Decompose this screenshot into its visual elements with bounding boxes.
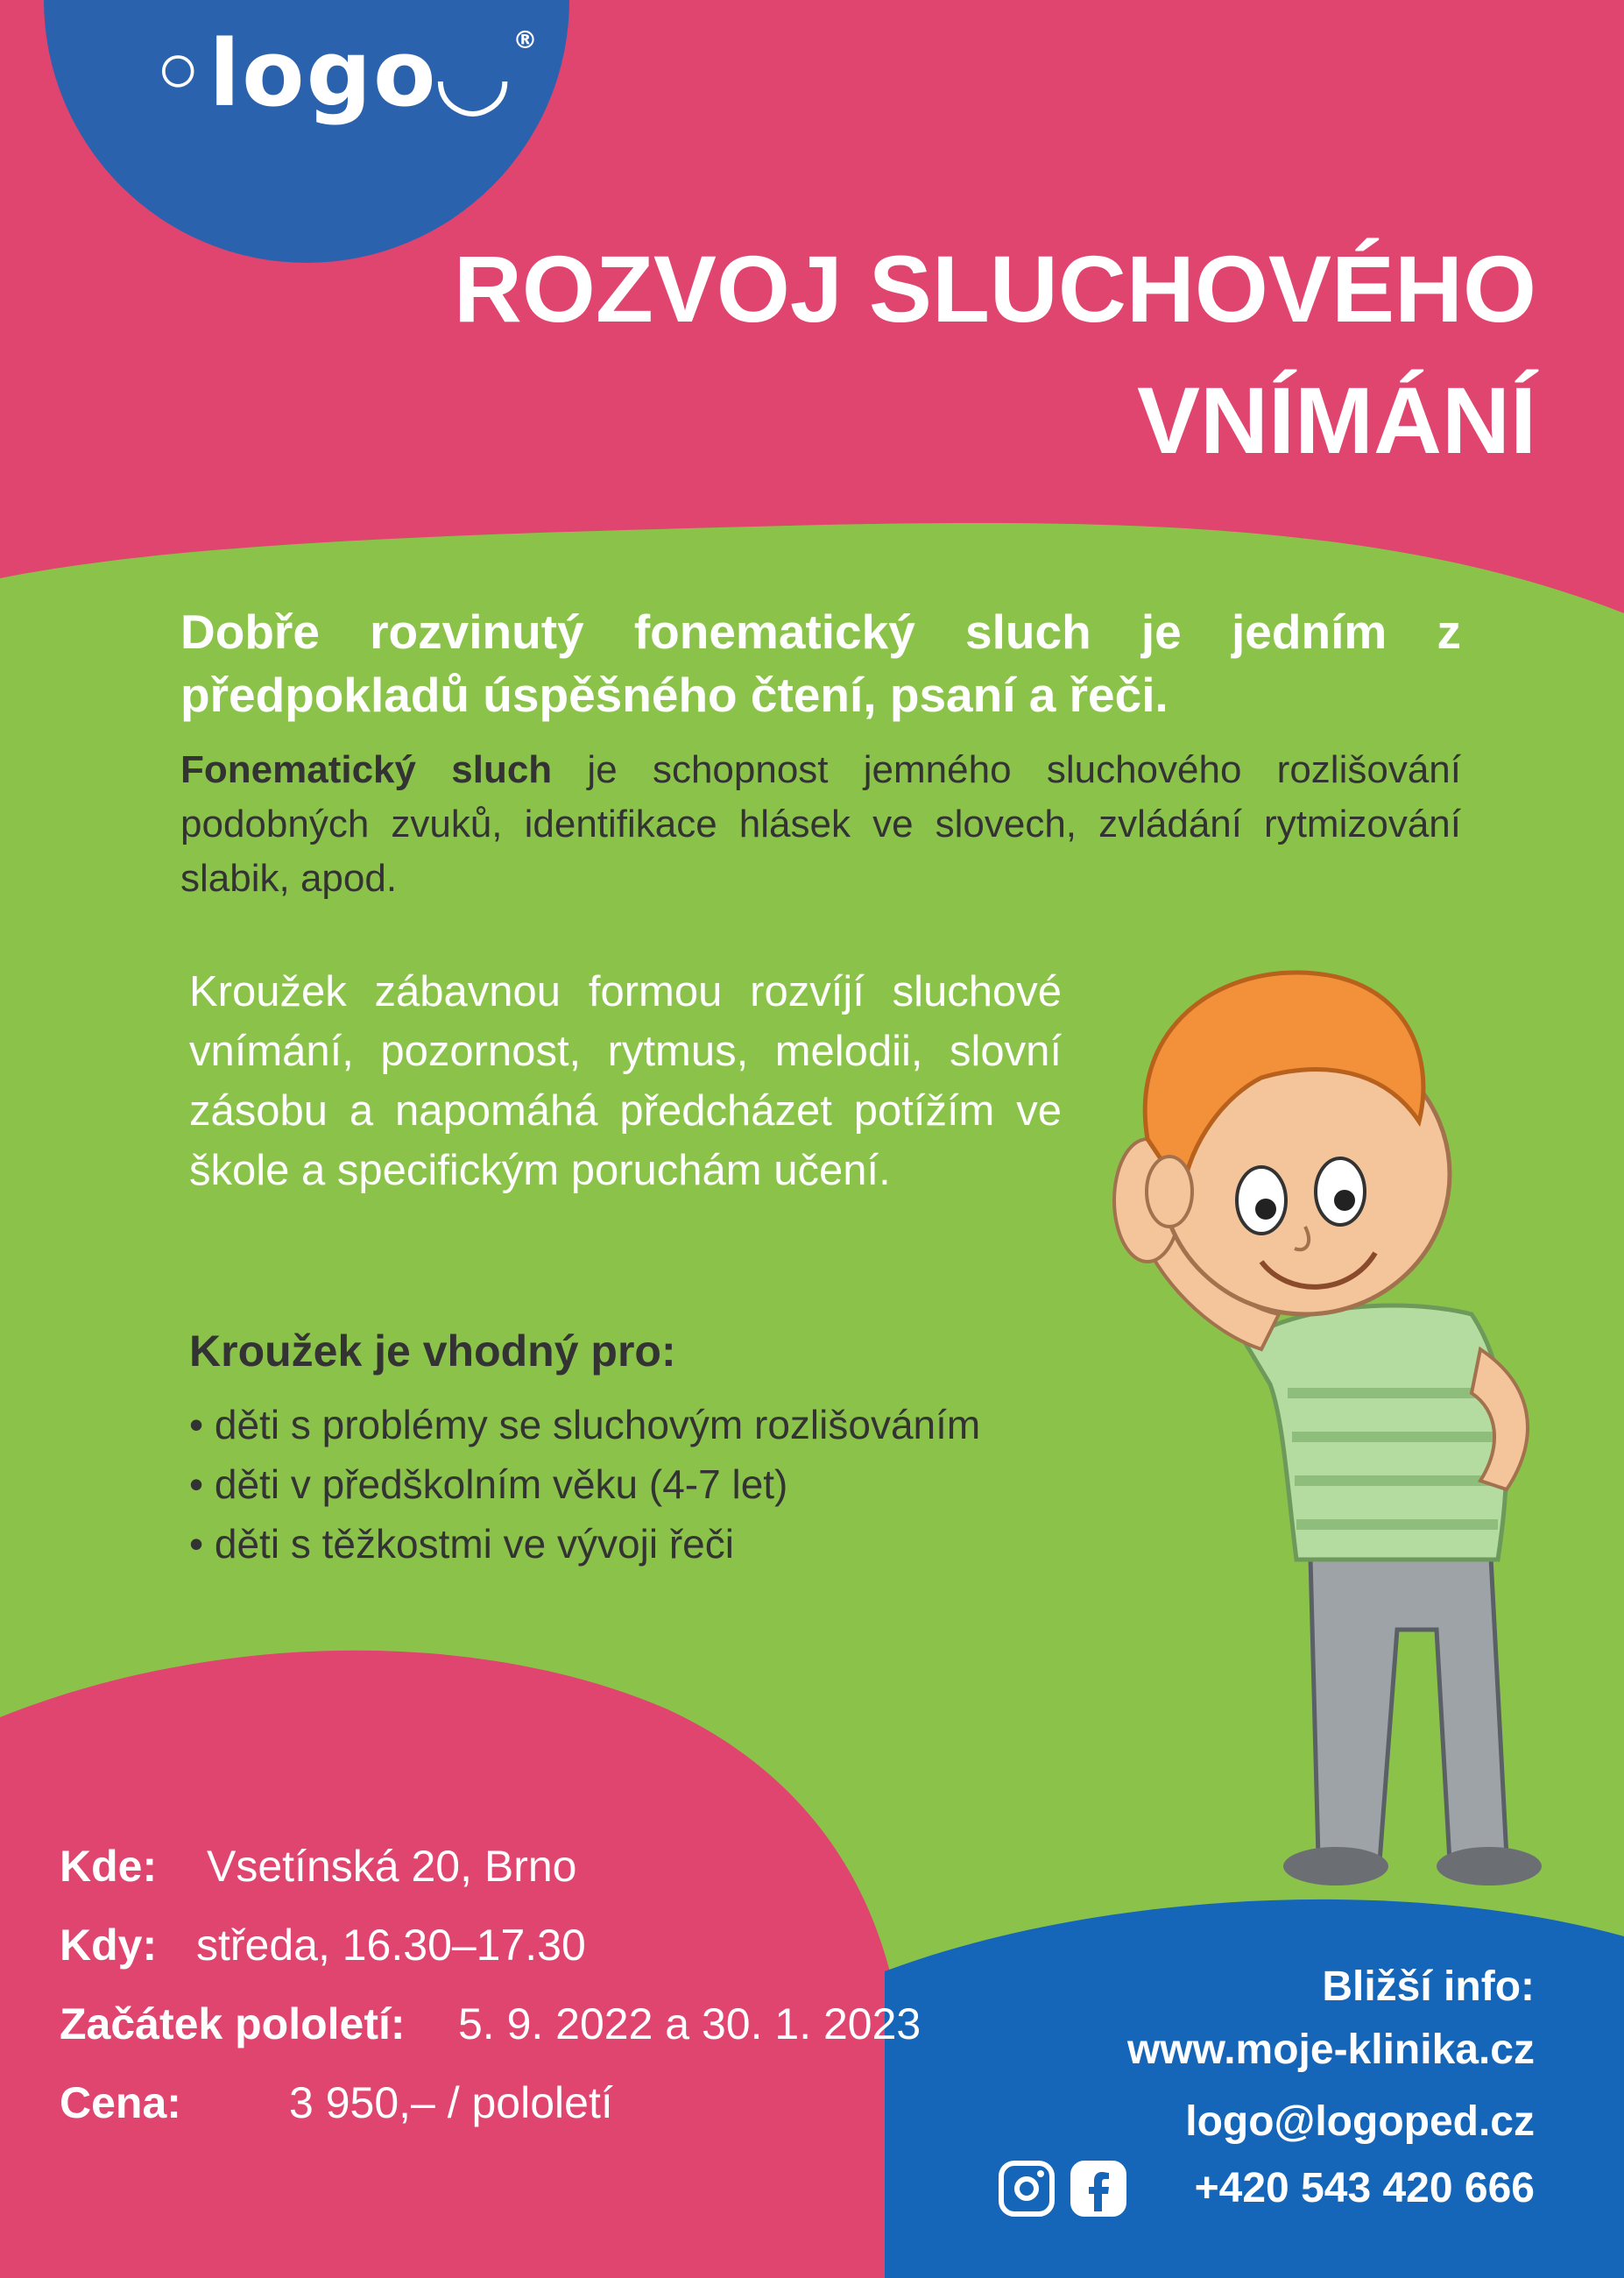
info-when-value: středa, 16.30–17.30 <box>196 1921 586 1970</box>
bottom-blue-band <box>885 1900 1624 2278</box>
lead-text: Dobře rozvinutý fonematický sluch je jedním z předpokladů úspěšného čtení, psaní a řeči. <box>180 605 1461 722</box>
registered-mark: ® <box>512 25 540 54</box>
suitable-heading: Kroužek je vhodný pro: <box>189 1326 676 1376</box>
contact-heading: Bližší info: <box>1322 1963 1535 2010</box>
description <box>180 743 1461 906</box>
list-item: • děti s problémy se sluchovým rozlišováním <box>189 1395 980 1454</box>
info-start-label: Začátek pololetí: <box>60 1999 406 2048</box>
title-line-2: VNÍMÁNÍ <box>1137 367 1536 473</box>
boy-shoe-right <box>1437 1847 1542 1885</box>
list-item: • děti v předškolním věku (4-7 let) <box>189 1454 980 1514</box>
info-start-value: 5. 9. 2022 a 30. 1. 2023 <box>458 1999 921 2048</box>
page-title <box>454 223 1536 486</box>
facebook-icon[interactable] <box>1070 2161 1126 2217</box>
title-line-1: ROZVOJ SLUCHOVÉHO <box>453 236 1536 342</box>
info-price-label: Cena: <box>60 2078 181 2127</box>
contact-website[interactable]: www.moje-klinika.cz <box>1126 2027 1535 2073</box>
info-where-value: Vsetínská 20, Brno <box>207 1842 577 1891</box>
instagram-icon[interactable] <box>999 2161 1055 2217</box>
info-where-label: Kde: <box>60 1842 158 1891</box>
logo-wordmark: ◦logo◡ <box>149 20 510 127</box>
description-text: je schopnost jemného sluchového rozlišování podobných zvuků, identifikace hlásek ve slovech, zvládání rytmizování slabik, apod. <box>180 748 1461 900</box>
description-term: Fonematický sluch <box>180 748 553 791</box>
contact-phone[interactable]: +420 543 420 666 <box>1194 2165 1535 2211</box>
list-item: • děti s těžkostmi ve vývoji řeči <box>189 1514 980 1574</box>
info-when-label: Kdy: <box>60 1921 158 1970</box>
suitable-list <box>189 1395 980 1574</box>
contact-email[interactable]: logo@logoped.cz <box>1185 2098 1535 2145</box>
boy-ear <box>1147 1157 1192 1227</box>
info-price-value: 3 950,– / pololetí <box>289 2078 613 2127</box>
logo <box>149 20 540 127</box>
course-paragraph: Kroužek zábavnou formou rozvíjí sluchové vnímání, pozornost, rytmus, melodii, slovní zásobu a napomáhá předcházet potížím ve škole a specifickým poruchám učení. <box>189 968 1062 1194</box>
boy-shoe-left <box>1283 1847 1388 1885</box>
